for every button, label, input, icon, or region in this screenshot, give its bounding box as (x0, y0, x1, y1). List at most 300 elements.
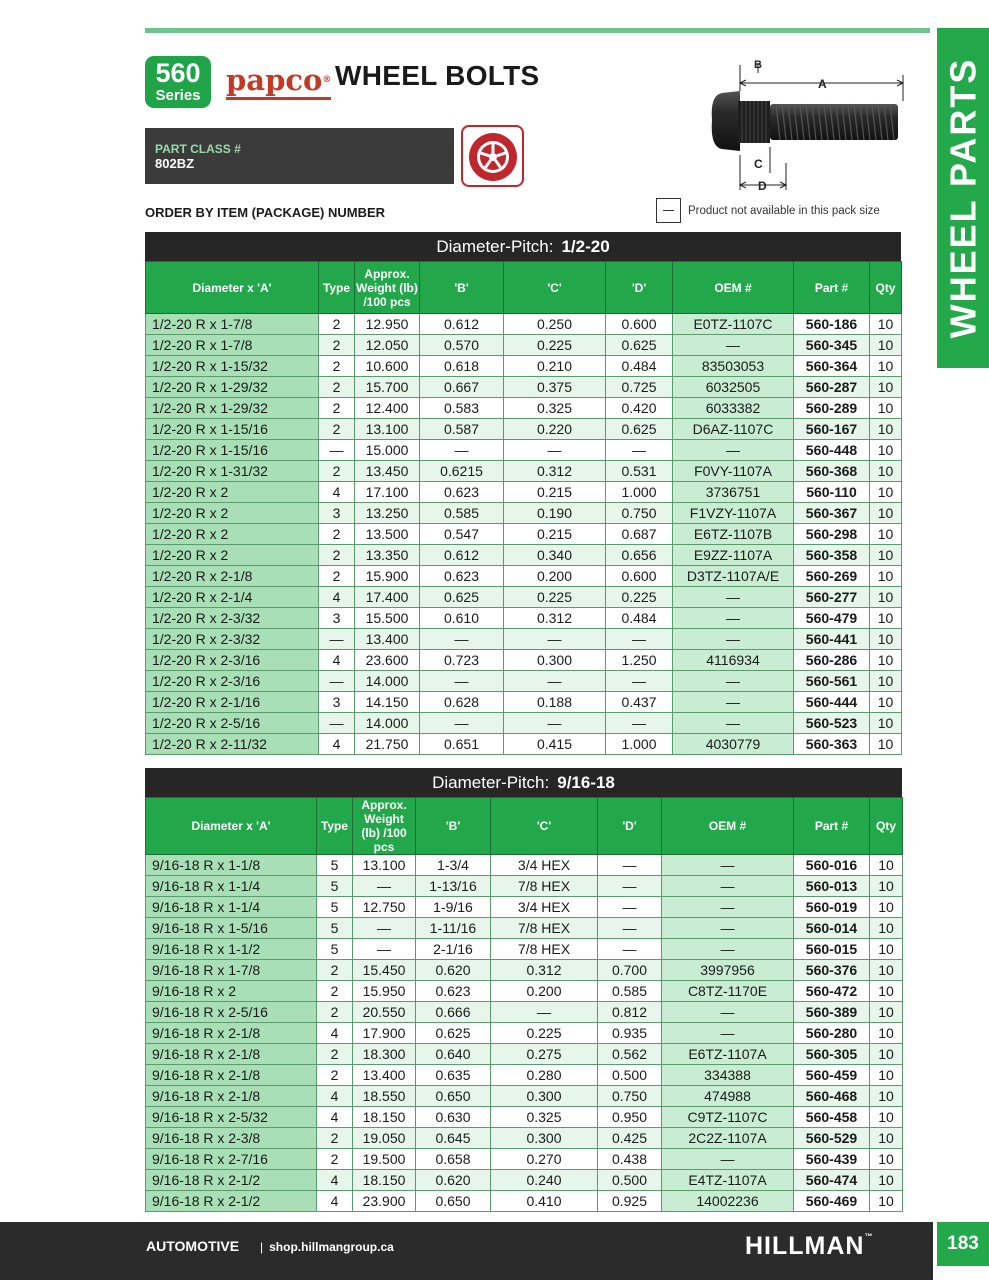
qty-cell: 10 (870, 314, 902, 335)
d-cell: 0.600 (606, 566, 673, 587)
type-cell: 2 (317, 1044, 353, 1065)
c-cell: 0.215 (504, 524, 606, 545)
banner-value: 9/16-18 (557, 773, 615, 792)
part-number-cell: 560-469 (794, 1191, 870, 1212)
col-b: 'B' (420, 262, 504, 314)
d-cell: 0.625 (606, 419, 673, 440)
hillman-logo (745, 1232, 873, 1261)
diameter-cell: 1/2-20 R x 1-15/32 (146, 356, 319, 377)
type-cell: 4 (317, 1170, 353, 1191)
qty-cell: 10 (870, 545, 902, 566)
b-cell: 1-11/16 (416, 918, 491, 939)
b-cell: 0.6215 (420, 461, 504, 482)
weight-cell: 18.300 (353, 1044, 416, 1065)
table-header-row (146, 798, 903, 855)
banner-label: Diameter-Pitch: (436, 237, 554, 256)
table-row (146, 524, 902, 545)
bolt-diagram (700, 55, 910, 195)
type-cell: 2 (319, 566, 355, 587)
qty-cell: 10 (870, 461, 902, 482)
diameter-cell: 9/16-18 R x 2-3/8 (146, 1128, 317, 1149)
qty-cell: 10 (870, 587, 902, 608)
b-cell: — (420, 713, 504, 734)
weight-cell: 15.700 (355, 377, 420, 398)
col-oem: OEM # (673, 262, 794, 314)
type-cell: 3 (319, 503, 355, 524)
d-cell: 0.656 (606, 545, 673, 566)
weight-cell: 14.000 (355, 713, 420, 734)
d-cell: 0.531 (606, 461, 673, 482)
order-instructions: ORDER BY ITEM (PACKAGE) NUMBER (145, 205, 386, 220)
part-number-cell: 560-367 (794, 503, 870, 524)
part-number-cell: 560-468 (794, 1086, 870, 1107)
type-cell: 2 (319, 524, 355, 545)
col-c: 'C' (504, 262, 606, 314)
qty-cell: 10 (870, 1149, 903, 1170)
part-number-cell: 560-523 (794, 713, 870, 734)
d-cell: 0.562 (598, 1044, 662, 1065)
banner-value: 1/2-20 (561, 237, 610, 256)
weight-cell: 10.600 (355, 356, 420, 377)
type-cell: 2 (317, 1128, 353, 1149)
type-cell: 5 (317, 918, 353, 939)
oem-cell: F1VZY-1107A (673, 503, 794, 524)
type-cell: 3 (319, 692, 355, 713)
b-cell: 0.666 (416, 1002, 491, 1023)
series-badge (145, 56, 211, 108)
type-cell: 4 (317, 1107, 353, 1128)
diameter-cell: 1/2-20 R x 2-1/8 (146, 566, 319, 587)
table-row (146, 1086, 903, 1107)
b-cell: 0.630 (416, 1107, 491, 1128)
qty-cell: 10 (870, 671, 902, 692)
d-cell: 0.420 (606, 398, 673, 419)
qty-cell: 10 (870, 650, 902, 671)
diameter-cell: 1/2-20 R x 1-29/32 (146, 377, 319, 398)
oem-cell: 3997956 (662, 960, 794, 981)
oem-cell: D6AZ-1107C (673, 419, 794, 440)
oem-cell: 334388 (662, 1065, 794, 1086)
table-row (146, 897, 903, 918)
c-cell: — (504, 629, 606, 650)
c-cell: 0.188 (504, 692, 606, 713)
oem-cell: — (662, 897, 794, 918)
table-row (146, 566, 902, 587)
type-cell: 4 (319, 650, 355, 671)
col-type: Type (319, 262, 355, 314)
side-tab-label-wrap (937, 28, 989, 368)
diameter-cell: 1/2-20 R x 2-3/16 (146, 671, 319, 692)
part-class-value: 802BZ (155, 156, 195, 171)
diameter-cell: 9/16-18 R x 1-1/2 (146, 939, 317, 960)
weight-cell: 13.400 (353, 1065, 416, 1086)
col-type: Type (317, 798, 353, 855)
diameter-cell: 9/16-18 R x 1-5/16 (146, 918, 317, 939)
weight-cell: 15.900 (355, 566, 420, 587)
oem-cell: 2C2Z-1107A (662, 1128, 794, 1149)
weight-cell: 15.450 (353, 960, 416, 981)
weight-cell: — (353, 876, 416, 897)
diameter-cell: 9/16-18 R x 2-1/8 (146, 1086, 317, 1107)
diameter-cell: 9/16-18 R x 2-1/8 (146, 1023, 317, 1044)
qty-cell: 10 (870, 1191, 903, 1212)
table-row (146, 876, 903, 897)
oem-cell: 3736751 (673, 482, 794, 503)
legend-text: Product not available in this pack size (688, 204, 880, 217)
part-number-cell: 560-289 (794, 398, 870, 419)
weight-cell: 13.100 (353, 855, 416, 876)
weight-cell: 12.400 (355, 398, 420, 419)
part-number-cell: 560-167 (794, 419, 870, 440)
c-cell: 0.312 (504, 608, 606, 629)
part-number-cell: 560-345 (794, 335, 870, 356)
weight-cell: — (353, 918, 416, 939)
b-cell: 0.625 (416, 1023, 491, 1044)
oem-cell: — (662, 1002, 794, 1023)
table-row (146, 356, 902, 377)
b-cell: 0.623 (420, 566, 504, 587)
diameter-cell: 1/2-20 R x 2 (146, 524, 319, 545)
type-cell: 2 (317, 1149, 353, 1170)
d-cell: 0.950 (598, 1107, 662, 1128)
oem-cell: C9TZ-1107C (662, 1107, 794, 1128)
col-weight: Approx. Weight (lb) /100 pcs (355, 262, 420, 314)
d-cell: 0.438 (598, 1149, 662, 1170)
d-cell: 0.600 (606, 314, 673, 335)
b-cell: 0.645 (416, 1128, 491, 1149)
b-cell: 0.651 (420, 734, 504, 755)
table-row (146, 482, 902, 503)
b-cell: 1-13/16 (416, 876, 491, 897)
d-cell: — (606, 629, 673, 650)
qty-cell: 10 (870, 1128, 903, 1149)
table-row (146, 650, 902, 671)
part-number-cell: 560-364 (794, 356, 870, 377)
diameter-cell: 1/2-20 R x 1-29/32 (146, 398, 319, 419)
weight-cell: 15.000 (355, 440, 420, 461)
table-row (146, 1023, 903, 1044)
table-row (146, 1044, 903, 1065)
table-row (146, 398, 902, 419)
data-table (145, 261, 902, 755)
c-cell: 0.410 (491, 1191, 598, 1212)
part-number-cell: 560-479 (794, 608, 870, 629)
type-cell: 4 (317, 1086, 353, 1107)
qty-cell: 10 (870, 692, 902, 713)
type-cell: 4 (317, 1191, 353, 1212)
c-cell: 0.300 (491, 1086, 598, 1107)
oem-cell: C8TZ-1170E (662, 981, 794, 1002)
qty-cell: 10 (870, 608, 902, 629)
c-cell: — (504, 713, 606, 734)
col-qty: Qty (870, 798, 903, 855)
b-cell: 0.618 (420, 356, 504, 377)
c-cell: — (491, 1002, 598, 1023)
diameter-cell: 9/16-18 R x 2-1/2 (146, 1170, 317, 1191)
c-cell: 0.300 (491, 1128, 598, 1149)
part-number-cell: 560-444 (794, 692, 870, 713)
b-cell: 0.623 (420, 482, 504, 503)
c-cell: 3/4 HEX (491, 897, 598, 918)
type-cell: — (319, 671, 355, 692)
b-cell: 0.658 (416, 1149, 491, 1170)
table-row (146, 692, 902, 713)
table-banner (145, 232, 901, 261)
diagram-label-d: D (758, 179, 767, 193)
b-cell: 2-1/16 (416, 939, 491, 960)
b-cell: 0.620 (416, 1170, 491, 1191)
type-cell: 2 (319, 398, 355, 419)
diameter-cell: 9/16-18 R x 1-1/4 (146, 897, 317, 918)
c-cell: 0.225 (504, 335, 606, 356)
c-cell: 0.190 (504, 503, 606, 524)
table-row (146, 1191, 903, 1212)
diameter-cell: 1/2-20 R x 1-15/16 (146, 440, 319, 461)
b-cell: 0.635 (416, 1065, 491, 1086)
table-row (146, 503, 902, 524)
oem-cell: — (662, 1149, 794, 1170)
d-cell: 0.750 (606, 503, 673, 524)
part-number-cell: 560-277 (794, 587, 870, 608)
d-cell: 0.484 (606, 608, 673, 629)
oem-cell: — (673, 629, 794, 650)
weight-cell: 12.750 (353, 897, 416, 918)
diameter-cell: 1/2-20 R x 1-15/16 (146, 419, 319, 440)
diameter-cell: 1/2-20 R x 2-1/16 (146, 692, 319, 713)
b-cell: 0.650 (416, 1191, 491, 1212)
diagram-label-a: A (818, 77, 827, 91)
qty-cell: 10 (870, 1086, 903, 1107)
qty-cell: 10 (870, 960, 903, 981)
oem-cell: — (673, 608, 794, 629)
oem-cell: E6TZ-1107B (673, 524, 794, 545)
d-cell: 1.250 (606, 650, 673, 671)
weight-cell: 23.900 (353, 1191, 416, 1212)
qty-cell: 10 (870, 566, 902, 587)
qty-cell: 10 (870, 1065, 903, 1086)
table-row (146, 629, 902, 650)
d-cell: — (598, 939, 662, 960)
type-cell: — (319, 629, 355, 650)
qty-cell: 10 (870, 440, 902, 461)
diameter-cell: 9/16-18 R x 2-5/16 (146, 1002, 317, 1023)
table-row (146, 671, 902, 692)
d-cell: — (598, 918, 662, 939)
qty-cell: 10 (870, 713, 902, 734)
part-number-cell: 560-298 (794, 524, 870, 545)
table-row (146, 461, 902, 482)
weight-cell: 13.250 (355, 503, 420, 524)
type-cell: 3 (319, 608, 355, 629)
qty-cell: 10 (870, 398, 902, 419)
oem-cell: 14002236 (662, 1191, 794, 1212)
part-number-cell: 560-458 (794, 1107, 870, 1128)
c-cell: 7/8 HEX (491, 876, 598, 897)
oem-cell: F0VY-1107A (673, 461, 794, 482)
d-cell: 0.585 (598, 981, 662, 1002)
diameter-cell: 1/2-20 R x 2-5/16 (146, 713, 319, 734)
diameter-cell: 9/16-18 R x 1-7/8 (146, 960, 317, 981)
b-cell: 0.620 (416, 960, 491, 981)
oem-cell: D3TZ-1107A/E (673, 566, 794, 587)
series-number: 560 (155, 58, 201, 88)
weight-cell: 13.100 (355, 419, 420, 440)
part-number-cell: 560-459 (794, 1065, 870, 1086)
b-cell: 0.570 (420, 335, 504, 356)
c-cell: 0.215 (504, 482, 606, 503)
col-oem: OEM # (662, 798, 794, 855)
qty-cell: 10 (870, 1023, 903, 1044)
type-cell: 2 (319, 335, 355, 356)
type-cell: 4 (319, 482, 355, 503)
part-number-cell: 560-269 (794, 566, 870, 587)
d-cell: — (606, 713, 673, 734)
footer-section-label: AUTOMOTIVE (146, 1238, 240, 1254)
b-cell: 0.585 (420, 503, 504, 524)
b-cell: 0.587 (420, 419, 504, 440)
d-cell: 0.935 (598, 1023, 662, 1044)
c-cell: 0.210 (504, 356, 606, 377)
b-cell: 0.623 (416, 981, 491, 1002)
d-cell: 0.725 (606, 377, 673, 398)
b-cell: 1-9/16 (416, 897, 491, 918)
qty-cell: 10 (870, 939, 903, 960)
table-row (146, 440, 902, 461)
oem-cell: E4TZ-1107A (662, 1170, 794, 1191)
hillman-logo-text: HILLMAN (745, 1232, 865, 1260)
type-cell: 2 (317, 960, 353, 981)
diameter-cell: 1/2-20 R x 1-7/8 (146, 314, 319, 335)
part-number-cell: 560-110 (794, 482, 870, 503)
col-diameter: Diameter x 'A' (146, 798, 317, 855)
type-cell: 5 (317, 897, 353, 918)
diameter-cell: 1/2-20 R x 1-7/8 (146, 335, 319, 356)
table-row (146, 608, 902, 629)
type-cell: 2 (319, 377, 355, 398)
d-cell: 0.500 (598, 1065, 662, 1086)
type-cell: 2 (317, 1002, 353, 1023)
col-diameter: Diameter x 'A' (146, 262, 319, 314)
c-cell: 0.340 (504, 545, 606, 566)
qty-cell: 10 (870, 419, 902, 440)
table-row (146, 981, 903, 1002)
top-rule (145, 28, 930, 33)
d-cell: — (598, 876, 662, 897)
d-cell: 0.500 (598, 1170, 662, 1191)
type-cell: 4 (317, 1023, 353, 1044)
weight-cell: 17.100 (355, 482, 420, 503)
qty-cell: 10 (870, 734, 902, 755)
d-cell: 0.625 (606, 335, 673, 356)
c-cell: 0.270 (491, 1149, 598, 1170)
table-row (146, 587, 902, 608)
type-cell: 2 (319, 461, 355, 482)
weight-cell: 12.950 (355, 314, 420, 335)
d-cell: 0.812 (598, 1002, 662, 1023)
type-cell: 2 (317, 1065, 353, 1086)
diameter-cell: 9/16-18 R x 2 (146, 981, 317, 1002)
oem-cell: — (673, 335, 794, 356)
part-number-cell: 560-014 (794, 918, 870, 939)
oem-cell: — (673, 587, 794, 608)
table-row (146, 419, 902, 440)
qty-cell: 10 (870, 1002, 903, 1023)
legend-dash-box (656, 198, 681, 223)
qty-cell: 10 (870, 876, 903, 897)
b-cell: 0.650 (416, 1086, 491, 1107)
page-title: WHEEL BOLTS (335, 60, 540, 91)
wheel-icon (461, 125, 524, 187)
oem-cell: — (673, 692, 794, 713)
d-cell: 0.750 (598, 1086, 662, 1107)
footer-url-wrap (260, 1240, 394, 1254)
d-cell: — (606, 440, 673, 461)
part-number-cell: 560-015 (794, 939, 870, 960)
c-cell: 7/8 HEX (491, 939, 598, 960)
col-part: Part # (794, 798, 870, 855)
weight-cell: 19.050 (353, 1128, 416, 1149)
type-cell: 2 (319, 356, 355, 377)
c-cell: 0.275 (491, 1044, 598, 1065)
b-cell: — (420, 440, 504, 461)
weight-cell: 15.950 (353, 981, 416, 1002)
qty-cell: 10 (870, 855, 903, 876)
footer-url[interactable]: shop.hillmangroup.ca (269, 1240, 394, 1254)
qty-cell: 10 (870, 482, 902, 503)
col-d: 'D' (606, 262, 673, 314)
b-cell: 0.628 (420, 692, 504, 713)
d-cell: 0.925 (598, 1191, 662, 1212)
diameter-cell: 9/16-18 R x 2-1/8 (146, 1044, 317, 1065)
part-number-cell: 560-358 (794, 545, 870, 566)
legend (656, 198, 880, 223)
part-number-cell: 560-305 (794, 1044, 870, 1065)
c-cell: 7/8 HEX (491, 918, 598, 939)
qty-cell: 10 (870, 524, 902, 545)
table-row (146, 377, 902, 398)
type-cell: 4 (319, 587, 355, 608)
part-number-cell: 560-441 (794, 629, 870, 650)
part-number-cell: 560-448 (794, 440, 870, 461)
col-qty: Qty (870, 262, 902, 314)
col-weight: Approx. Weight (lb) /100 pcs (353, 798, 416, 855)
c-cell: — (504, 671, 606, 692)
type-cell: 4 (319, 734, 355, 755)
weight-cell: 17.400 (355, 587, 420, 608)
c-cell: 0.250 (504, 314, 606, 335)
diagram-label-c: C (754, 157, 763, 171)
col-d: 'D' (598, 798, 662, 855)
oem-cell: 4116934 (673, 650, 794, 671)
hillman-trademark: ™ (864, 1232, 874, 1241)
oem-cell: — (662, 876, 794, 897)
c-cell: 0.240 (491, 1170, 598, 1191)
c-cell: 0.225 (491, 1023, 598, 1044)
oem-cell: — (673, 440, 794, 461)
weight-cell: 20.550 (353, 1002, 416, 1023)
b-cell: 0.547 (420, 524, 504, 545)
diameter-cell: 1/2-20 R x 2 (146, 482, 319, 503)
side-tab-label: WHEEL PARTS (942, 57, 983, 339)
table-banner (145, 768, 902, 797)
table-row (146, 1149, 903, 1170)
table-row (146, 1107, 903, 1128)
weight-cell: — (353, 939, 416, 960)
oem-cell: — (673, 713, 794, 734)
qty-cell: 10 (870, 1170, 903, 1191)
oem-cell: — (662, 855, 794, 876)
d-cell: — (598, 855, 662, 876)
